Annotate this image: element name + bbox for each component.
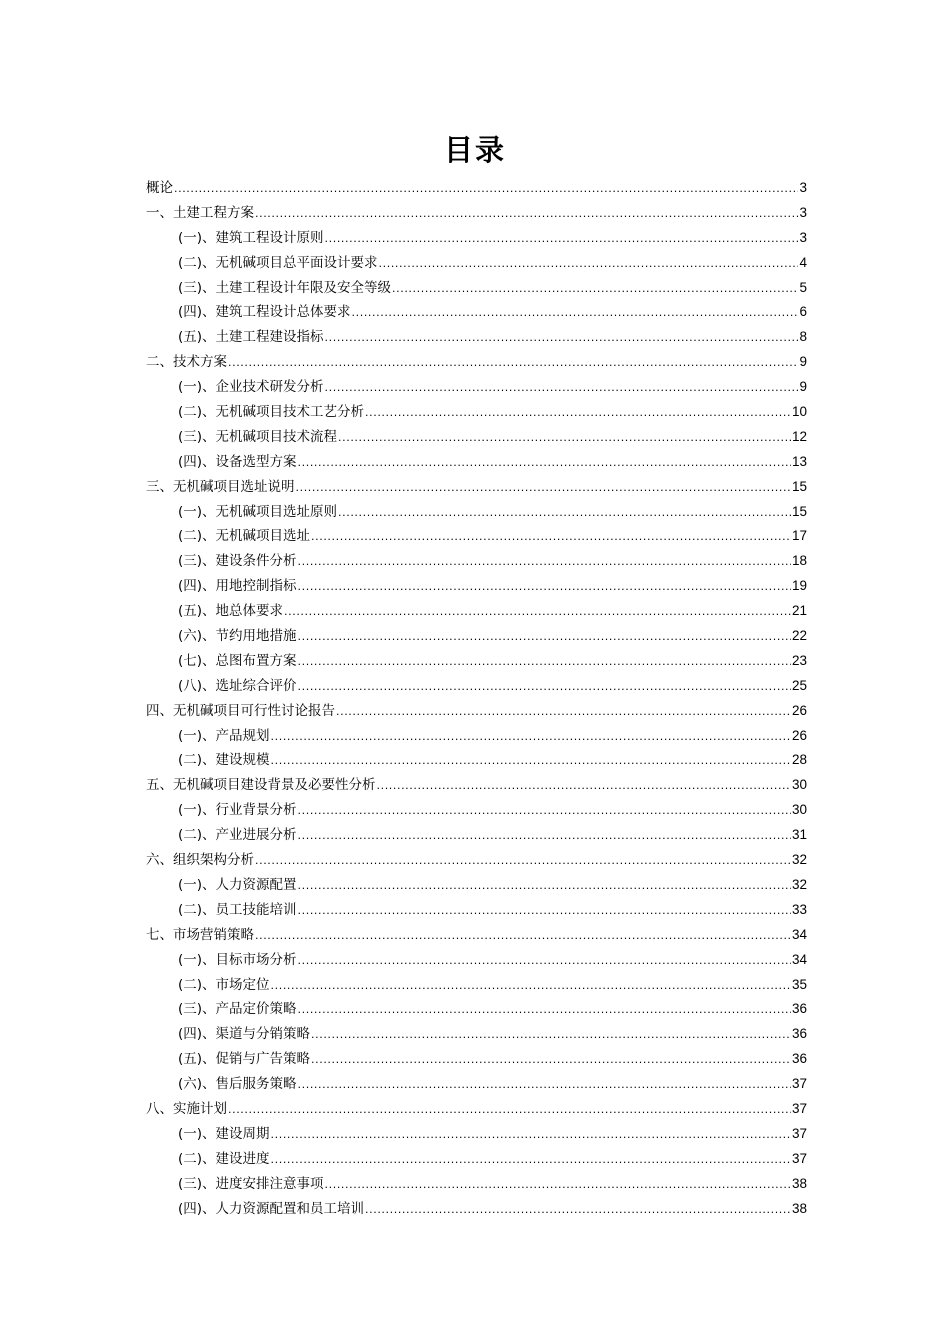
toc-entry-label: (一)、建设周期 [178, 1125, 270, 1142]
toc-dot-leader [298, 625, 791, 650]
toc-dot-leader [298, 874, 791, 899]
toc-entry-label: (二)、建设进度 [178, 1150, 270, 1167]
toc-page-number: 6 [799, 304, 807, 320]
toc-entry[interactable] [146, 1197, 807, 1222]
toc-entry-label: (二)、产业进展分析 [178, 827, 297, 844]
toc-page-number: 36 [791, 1001, 807, 1017]
toc-entry-label: (一)、行业背景分析 [178, 802, 297, 819]
toc-page-number: 17 [791, 528, 807, 544]
toc-dot-leader [284, 600, 791, 625]
toc-dot-leader [228, 351, 798, 376]
toc-dot-leader [271, 725, 791, 750]
toc-dot-leader [298, 575, 791, 600]
toc-entry-label: (一)、无机碱项目选址原则 [178, 503, 338, 520]
toc-dot-leader [298, 799, 791, 824]
toc-dot-leader [228, 1098, 791, 1123]
toc-page-number: 13 [791, 453, 807, 469]
toc-entry[interactable] [146, 1122, 807, 1147]
toc-entry[interactable] [146, 1097, 807, 1122]
toc-entry-label: (一)、建筑工程设计原则 [178, 229, 324, 246]
toc-entry-label: (七)、总图布置方案 [178, 652, 297, 669]
toc-entry-label: (三)、无机碱项目技术流程 [178, 428, 338, 445]
toc-page-number: 15 [791, 503, 807, 519]
toc-dot-leader [298, 550, 791, 575]
toc-dot-leader [338, 426, 791, 451]
toc-entry[interactable] [146, 773, 807, 798]
toc-page-number: 5 [799, 279, 807, 295]
toc-page-number: 37 [791, 1076, 807, 1092]
toc-entry-label: 概论 [146, 180, 173, 196]
toc-page-number: 32 [791, 852, 807, 868]
toc-entry[interactable] [146, 699, 807, 724]
toc-entry-label: (五)、地总体要求 [178, 603, 284, 620]
toc-entry[interactable] [146, 226, 807, 251]
toc-entry-label: 三、无机碱项目选址说明 [146, 478, 295, 495]
toc-dot-leader [325, 326, 799, 351]
toc-entry-label: (二)、无机碱项目总平面设计要求 [178, 254, 378, 271]
toc-entry[interactable] [146, 500, 807, 525]
toc-entry[interactable] [146, 400, 807, 425]
toc-page-number: 38 [791, 1175, 807, 1191]
toc-entry-label: (二)、无机碱项目技术工艺分析 [178, 404, 365, 421]
toc-entry[interactable] [146, 350, 807, 375]
toc-dot-leader [377, 774, 791, 799]
toc-dot-leader [271, 1148, 791, 1173]
toc-dot-leader [311, 1048, 791, 1073]
toc-dot-leader [298, 1073, 791, 1098]
toc-page-number: 36 [791, 1051, 807, 1067]
toc-entry[interactable] [146, 873, 807, 898]
toc-dot-leader [296, 476, 791, 501]
toc-entry-label: 二、技术方案 [146, 354, 227, 371]
toc-entry[interactable] [146, 276, 807, 301]
toc-entry-label: (一)、目标市场分析 [178, 951, 297, 968]
toc-dot-leader [298, 824, 791, 849]
page-title: 目录 [443, 133, 506, 167]
toc-entry[interactable] [146, 748, 807, 773]
toc-dot-leader [338, 501, 791, 526]
toc-entry-label: (二)、无机碱项目选址 [178, 528, 311, 545]
toc-page-number: 8 [799, 329, 807, 345]
toc-page-number: 30 [791, 802, 807, 818]
toc-dot-leader [325, 376, 799, 401]
toc-page-number: 26 [791, 702, 807, 718]
toc-entry[interactable] [146, 1172, 807, 1197]
toc-page-number: 37 [791, 1150, 807, 1166]
toc-page-number: 38 [791, 1200, 807, 1216]
toc-page-number: 18 [791, 553, 807, 569]
toc-entry[interactable] [146, 898, 807, 923]
toc-entry[interactable] [146, 649, 807, 674]
toc-dot-leader [298, 451, 791, 476]
toc-entry-label: 四、无机碱项目可行性讨论报告 [146, 702, 335, 719]
toc-page-number: 35 [791, 976, 807, 992]
toc-page-number: 3 [799, 204, 807, 220]
toc-entry-label: (四)、人力资源配置和员工培训 [178, 1200, 365, 1217]
toc-entry[interactable] [146, 848, 807, 873]
toc-entry[interactable] [146, 1047, 807, 1072]
toc-entry-label: (三)、进度安排注意事项 [178, 1175, 324, 1192]
toc-page-number: 22 [791, 628, 807, 644]
toc-entry-label: (四)、用地控制指标 [178, 578, 297, 595]
toc-dot-leader [325, 227, 799, 252]
toc-dot-leader [311, 1023, 791, 1048]
toc-page-number: 19 [791, 578, 807, 594]
toc-entry[interactable] [146, 948, 807, 973]
toc-dot-leader [298, 675, 791, 700]
toc-entry[interactable] [146, 1147, 807, 1172]
toc-page-number: 26 [791, 727, 807, 743]
toc-entry-label: (三)、产品定价策略 [178, 1001, 297, 1018]
toc-dot-leader [325, 1173, 791, 1198]
toc-page-number: 32 [791, 876, 807, 892]
toc-dot-leader [392, 277, 798, 302]
toc-entry-label: 六、组织架构分析 [146, 852, 254, 869]
toc-entry-label: (四)、渠道与分销策略 [178, 1026, 311, 1043]
toc-page-number: 33 [791, 901, 807, 917]
toc-entry[interactable] [146, 201, 807, 226]
toc-entry[interactable] [146, 251, 807, 276]
toc-dot-leader [298, 899, 791, 924]
toc-page-number: 25 [791, 677, 807, 693]
toc-page-number: 3 [799, 229, 807, 245]
toc-entry[interactable] [146, 425, 807, 450]
toc-entry[interactable] [146, 923, 807, 948]
toc-entry[interactable] [146, 973, 807, 998]
toc-entry[interactable] [146, 549, 807, 574]
toc-page-number: 15 [791, 478, 807, 494]
toc-entry-label: 八、实施计划 [146, 1100, 227, 1117]
toc-entry[interactable] [146, 300, 807, 325]
toc-entry[interactable] [146, 574, 807, 599]
toc-page-number: 3 [799, 180, 807, 195]
toc-entry-label: (四)、设备选型方案 [178, 453, 297, 470]
toc-dot-leader [352, 301, 799, 326]
toc-dot-leader [271, 974, 791, 999]
toc-entry-label: (三)、土建工程设计年限及安全等级 [178, 279, 392, 296]
toc-entry[interactable] [146, 375, 807, 400]
toc-entry[interactable] [146, 997, 807, 1022]
toc-dot-leader [271, 749, 791, 774]
toc-entry[interactable] [146, 674, 807, 699]
toc-dot-leader [365, 1198, 791, 1223]
toc-entry[interactable] [146, 1072, 807, 1097]
toc-entry[interactable] [146, 450, 807, 475]
toc-page-number: 34 [791, 926, 807, 942]
toc-page-number: 9 [799, 379, 807, 395]
toc-entry-label: 七、市场营销策略 [146, 926, 254, 943]
toc-entry-label: (四)、建筑工程设计总体要求 [178, 304, 351, 321]
toc-entry-label: (六)、节约用地措施 [178, 628, 297, 645]
toc-dot-leader [379, 252, 799, 277]
toc-dot-leader [255, 924, 791, 949]
toc-entry-label: 一、土建工程方案 [146, 204, 254, 221]
toc-dot-leader [255, 849, 791, 874]
toc-entry[interactable] [146, 1022, 807, 1047]
toc-page-number: 37 [791, 1125, 807, 1141]
toc-entry[interactable] [146, 325, 807, 350]
toc-page-number: 28 [791, 752, 807, 768]
toc-entry-label: (二)、市场定位 [178, 976, 270, 993]
table-of-contents [146, 176, 807, 1221]
toc-page-number: 23 [791, 652, 807, 668]
toc-entry-label: (八)、选址综合评价 [178, 677, 297, 694]
toc-entry[interactable] [146, 524, 807, 549]
toc-dot-leader [365, 401, 791, 426]
toc-entry-label: (六)、售后服务策略 [178, 1076, 297, 1093]
toc-dot-leader [311, 525, 791, 550]
toc-page-number: 30 [791, 777, 807, 793]
toc-page-number: 37 [791, 1100, 807, 1116]
toc-entry[interactable] [146, 724, 807, 749]
toc-entry[interactable] [146, 798, 807, 823]
toc-dot-leader [271, 1123, 791, 1148]
toc-entry-label: (二)、建设规模 [178, 752, 270, 769]
toc-page-number: 12 [791, 428, 807, 444]
toc-dot-leader [298, 998, 791, 1023]
toc-entry-label: (一)、人力资源配置 [178, 876, 297, 893]
toc-entry[interactable] [146, 624, 807, 649]
toc-entry-label: (二)、员工技能培训 [178, 901, 297, 918]
toc-page-number: 34 [791, 951, 807, 967]
toc-dot-leader [298, 650, 791, 675]
toc-page-number: 31 [791, 827, 807, 843]
toc-page-number: 9 [799, 354, 807, 370]
toc-entry[interactable] [146, 599, 807, 624]
toc-entry-label: (五)、土建工程建设指标 [178, 329, 324, 346]
toc-entry[interactable] [146, 475, 807, 500]
toc-page-number: 21 [791, 603, 807, 619]
toc-dot-leader [298, 949, 791, 974]
toc-dot-leader [255, 202, 798, 227]
toc-dot-leader [336, 700, 791, 725]
toc-dot-leader [174, 177, 798, 202]
toc-entry-label: (一)、产品规划 [178, 727, 270, 744]
toc-entry-label: (一)、企业技术研发分析 [178, 379, 324, 396]
toc-entry-label: 五、无机碱项目建设背景及必要性分析 [146, 777, 376, 794]
toc-page-number: 10 [791, 404, 807, 420]
toc-page-number: 4 [799, 254, 807, 270]
toc-entry-label: (三)、建设条件分析 [178, 553, 297, 570]
toc-entry[interactable] [146, 823, 807, 848]
toc-page-number: 36 [791, 1026, 807, 1042]
toc-entry-label: (五)、促销与广告策略 [178, 1051, 311, 1068]
toc-entry[interactable] [146, 176, 807, 201]
